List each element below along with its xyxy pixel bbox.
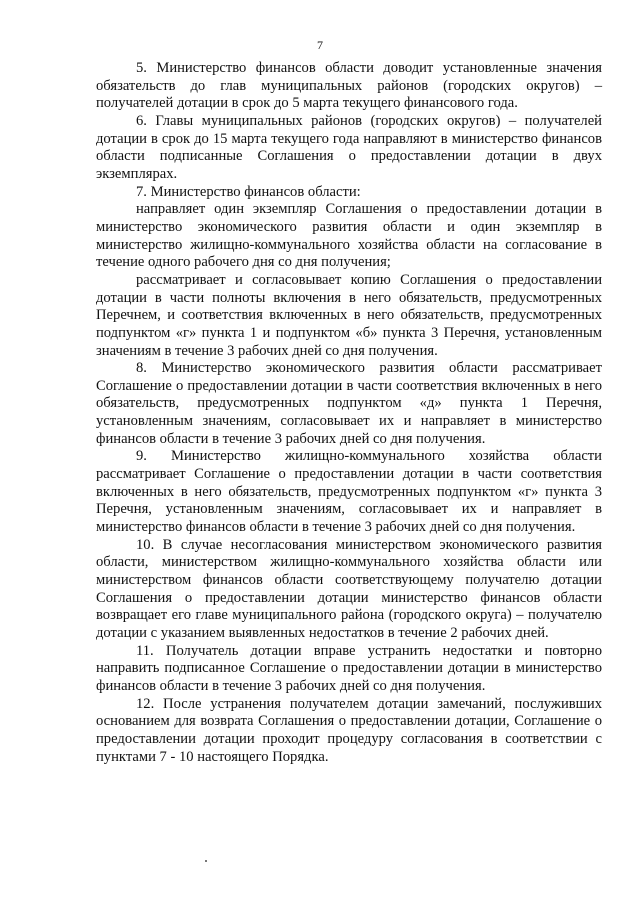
paragraph-6: 6. Главы муниципальных районов (городских округов) – получателей дотации в срок до 15 марта текущего года направляют в министерство финансов области подписанные Соглашения о предоставлении дотации в двух экземплярах.: [96, 112, 602, 182]
paragraph-7-item-2: рассматривает и согласовывает копию Соглашения о предоставлении дотации в части полноты включения в него обязательств, предусмотренных Перечнем, и соответствия включенных в него обязательств, предусмотренных подпунктом «г» пункта 1 и подпунктом «б» пункта 3 Перечня, установленным значениям в течение 3 рабочих дней со дня получения.: [96, 271, 602, 359]
paragraph-7: 7. Министерство финансов области:: [136, 183, 361, 200]
paragraph-8: 8. Министерство экономического развития области рассматривает Соглашение о предоставлении дотации в части соответствия включенных в него обязательств, предусмотренных подпунктом «д» пункта 1 Перечня, установленным значениям, согласовывает их и направляет в министерство финансов области в течение 3 рабочих дней со дня получения.: [96, 360, 602, 447]
paragraph-5: 5. Министерство финансов области доводит установленные значения обязательств до глав муниципальных районов (городских округов) – получателей дотации в срок до 5 марта текущего финансового года.: [96, 60, 602, 112]
page-number: 7: [317, 38, 323, 52]
paragraph-9: 9. Министерство жилищно-коммунального хозяйства области рассматривает Соглашение о предоставлении дотации в части соответствия включенных в него обязательств, предусмотренных подпунктом «г» пункта 3 Перечня, установленным значениям, согласовывает их и направляет в министерство финансов области в течение 3 рабочих дней со дня получения.: [96, 448, 602, 536]
paragraph-11: 11. Получатель дотации вправе устранить недостатки и повторно направить подписанное Соглашение о предоставлении дотации в министерство финансов области в течение 3 рабочих дней со дня получения.: [96, 642, 602, 694]
paragraph-12: 12. После устранения получателем дотации замечаний, послуживших основанием для возврата Соглашения о предоставлении дотации, Соглашение о предоставлении дотации проходит процедуру согласования в соответствии с пунктами 7 - 10 настоящего Порядка.: [96, 695, 602, 765]
paragraph-10: 10. В случае несогласования министерством экономического развития области, министерством жилищно-коммунального хозяйства области или министерством финансов области соответствующему получателю дотации Соглашения о предоставлении дотации министерство финансов области возвращает его главе муниципального района (городского округа) – получателю дотации с указанием выявленных недостатков в течение 2 рабочих дней.: [96, 536, 602, 641]
paragraph-7-item-1: направляет один экземпляр Соглашения о предоставлении дотации в министерство экономического развития области и один экземпляр в министерство жилищно-коммунального хозяйства области на согласование в течение одного рабочего дня со дня получения;: [96, 201, 602, 271]
document-body: [96, 60, 602, 766]
scan-dot: [205, 860, 207, 862]
